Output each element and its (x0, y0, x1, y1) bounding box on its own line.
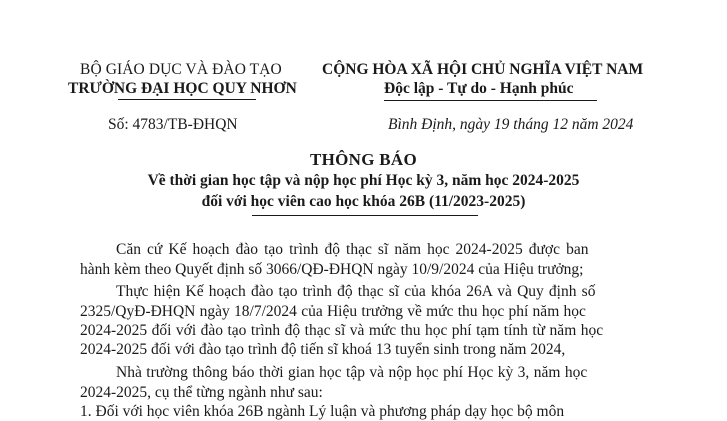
notice-subtitle-line2: đối với học viên cao học khóa 26B (11/2023-2025) (201, 193, 526, 210)
body-line: Căn cứ Kế hoạch đào tạo trình độ thạc sĩ năm học 2024-2025 được ban (116, 241, 589, 258)
body-line: 2325/QyĐ-ĐHQN ngày 18/7/2024 của Hiệu trưởng về mức thu học phí năm học (80, 303, 586, 320)
body-line: Nhà trường thông báo thời gian học tập và nộp học phí Học kỳ 3, năm học (116, 364, 588, 381)
body-line: 2024-2025 đối với đào tạo trình độ tiến sĩ khoá 13 tuyển sinh trong năm 2024, (80, 341, 566, 358)
body-line-partial: 1. Đối với học viên khóa 26B ngành Lý luận và phương pháp dạy học bộ môn (80, 403, 565, 420)
body-line: hành kèm theo Quyết định số 3066/QĐ-ĐHQN ngày 10/9/2024 của Hiệu trưởng; (80, 261, 584, 278)
ministry-name: BỘ GIÁO DỤC VÀ ĐÀO TẠO (80, 61, 282, 78)
republic-name: CỘNG HÒA XÃ HỘI CHỦ NGHĨA VIỆT NAM (322, 61, 644, 78)
school-underline (118, 99, 256, 100)
notice-title: THÔNG BÁO (309, 150, 418, 169)
body-line: 2024-2025 đối với đào tạo trình độ thạc sĩ và mức thu học phí tạm tính từ năm học (80, 322, 604, 339)
subtitle-underline (252, 215, 478, 216)
school-name: TRƯỜNG ĐẠI HỌC QUY NHƠN (68, 80, 297, 97)
place-and-date: Bình Định, ngày 19 tháng 12 năm 2024 (388, 116, 634, 133)
body-line: 2024-2025, cụ thể từng ngành như sau: (80, 384, 323, 401)
body-line: Thực hiện Kế hoạch đào tạo trình độ thạc sĩ của khóa 26A và Quy định số (116, 283, 596, 300)
document-number: Số: 4783/TB-ĐHQN (108, 116, 238, 133)
notice-subtitle-line1: Về thời gian học tập và nộp học phí Học kỳ 3, năm học 2024-2025 (147, 172, 580, 189)
motto-underline (384, 100, 597, 101)
national-motto: Độc lập - Tự do - Hạnh phúc (384, 80, 574, 97)
